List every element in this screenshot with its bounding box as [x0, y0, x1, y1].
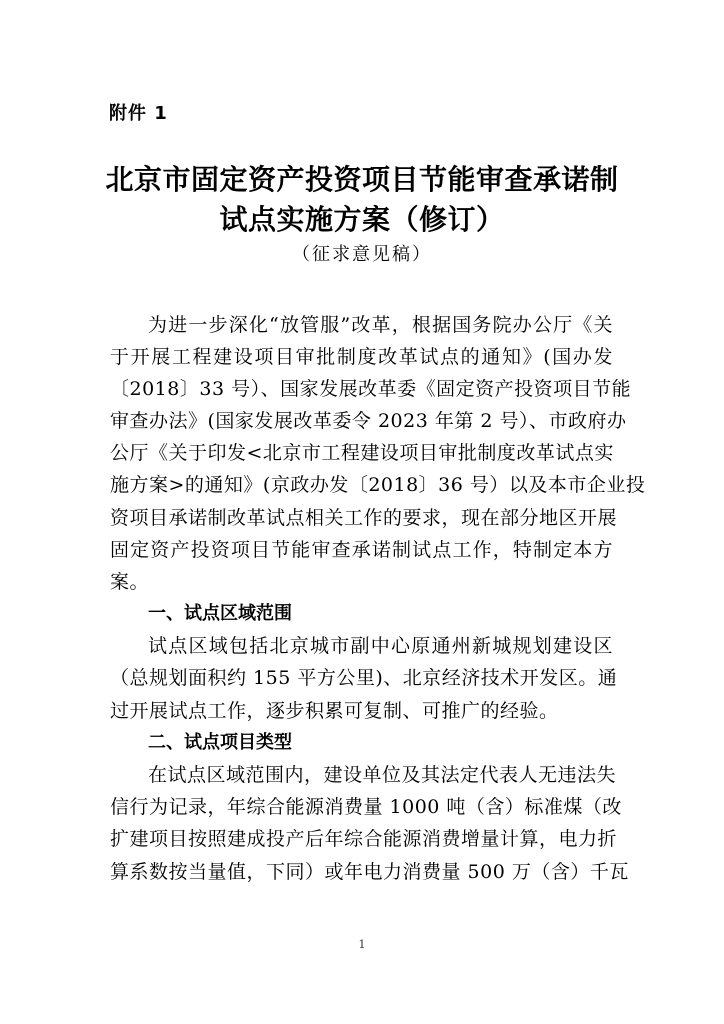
section-1-line: 试点区域包括北京城市副中心原通州新城规划建设区: [148, 635, 613, 657]
intro-line: 固定资产投资项目节能审查承诺制试点工作，特制定本方: [110, 539, 613, 561]
annex-label: 附件 1: [109, 103, 168, 124]
section-2-heading: 二、试点项目类型: [148, 732, 292, 753]
intro-line: 于开展工程建设项目审批制度改革试点的通知》(国办发: [110, 346, 613, 368]
intro-line: 案。: [110, 571, 150, 593]
section-1-line: 过开展试点工作，逐步积累可复制、可推广的经验。: [110, 700, 559, 722]
document-subtitle: （征求意见稿）: [292, 244, 432, 265]
intro-line: 资项目承诺制改革试点相关工作的要求，现在部分地区开展: [110, 507, 618, 529]
intro-line: 审查办法》(国家发展改革委令 2023 年第 2 号）、市政府办: [110, 410, 627, 432]
section-2-line: 信行为记录，年综合能源消费量 1000 吨（含）标准煤（改: [110, 796, 622, 818]
document-title-line-1: 北京市固定资产投资项目节能审查承诺制: [105, 163, 619, 196]
document-title-line-2: 试点实施方案（修订）: [219, 203, 505, 236]
section-2-line: 算系数按当量值，下同）或年电力消费量 500 万（含）千瓦: [110, 861, 629, 883]
section-2-line: 扩建项目按照建成投产后年综合能源消费增量计算，电力折: [110, 828, 618, 850]
section-2-line: 在试点区域范围内，建设单位及其法定代表人无违法失: [148, 764, 617, 786]
section-1-heading: 一、试点区域范围: [148, 603, 292, 624]
page-number: 1: [358, 938, 366, 951]
section-1-line: （总规划面积约 155 平方公里)、北京经济技术开发区。通: [110, 667, 618, 689]
intro-line: 施方案>的通知》(京政办发〔2018〕36 号）以及本市企业投: [110, 474, 646, 496]
intro-line: 为进一步深化“放管服”改革，根据国务院办公厅《关: [148, 314, 613, 336]
intro-line: 公厅《关于印发<北京市工程建设项目审批制度改革试点实: [110, 442, 614, 464]
intro-line: 〔2018〕33 号）、国家发展改革委《固定资产投资项目节能: [110, 378, 632, 400]
